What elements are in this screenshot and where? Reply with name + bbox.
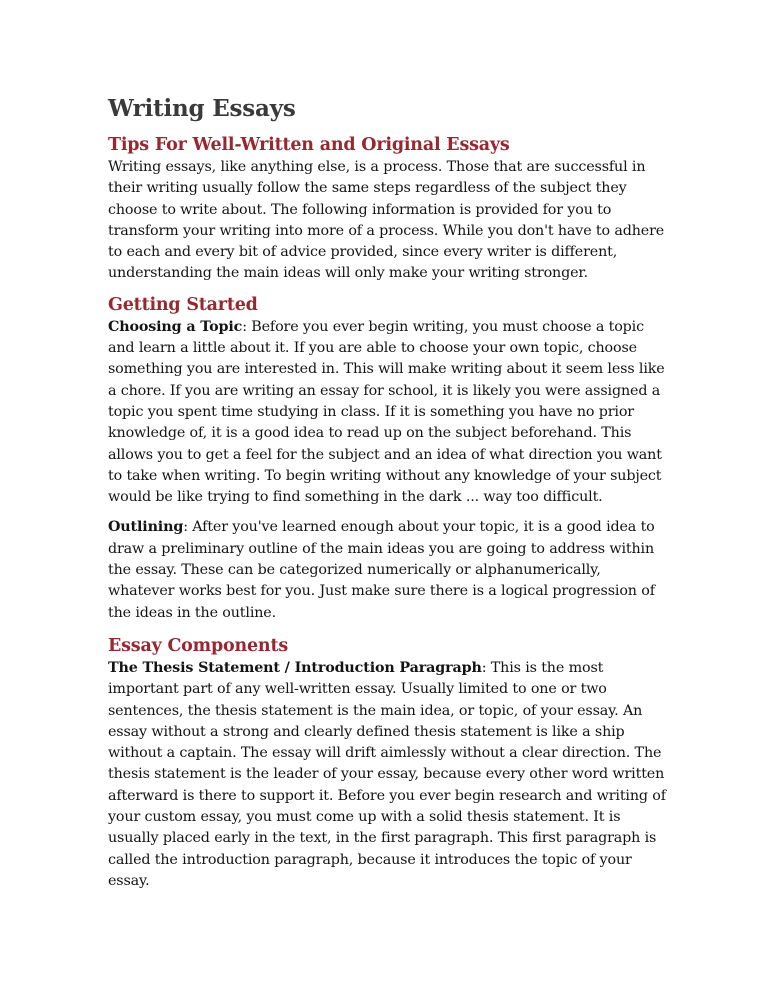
- thesis-statement-paragraph: [108, 658, 668, 892]
- paragraph-term: The Thesis Statement / Introduction Paragraph: [108, 659, 482, 676]
- outlining-paragraph: [108, 517, 668, 623]
- paragraph-term: Choosing a Topic: [108, 318, 243, 335]
- paragraph-text: : This is the most important part of any well-written essay. Usually limited to one or two sentences, the thesis statement is the main idea, or topic, of your essay. An essay without a strong and clearly defined thesis statement is like a ship without a captain. The essay will drift aimlessly without a clear direction. The thesis statement is the leader of your essay, because every other word written afterward is there to support it. Before you ever begin research and writing of your custom essay, you must come up with a solid thesis statement. It is usually placed early in the text, in the first paragraph. This first paragraph is called the introduction paragraph, because it introduces the topic of your essay.: [108, 659, 666, 889]
- choosing-topic-paragraph: [108, 317, 668, 509]
- section-heading-getting-started: Getting Started: [108, 294, 258, 315]
- paragraph-term: Outlining: [108, 519, 184, 536]
- paragraph-text: : After you've learned enough about your topic, it is a good idea to draw a preliminary outline of the main ideas you are going to address within the essay. These can be categorized numerically or alphanumerically, whatever works best for you. Just make sure there is a logical progression of the ideas in the outline.: [108, 519, 655, 621]
- document-title: Writing Essays: [108, 95, 296, 122]
- document-page: [108, 94, 668, 892]
- section-heading-essay-components: Essay Components: [108, 635, 288, 656]
- intro-paragraph: [108, 157, 668, 285]
- paragraph-text: : Before you ever begin writing, you must choose a topic and learn a little about it. If you are able to choose your own topic, choose something you are interested in. This will make writing about it seem less like a chore. If you are writing an essay for school, it is likely you were assigned a topic you spent time studying in class. If it is something you have no prior knowledge of, it is a good idea to read up on the subject beforehand. This allows you to get a feel for the subject and an idea of what direction you want to take when writing. To begin writing without any knowledge of your subject would be like trying to find something in the dark ... way too difficult.: [108, 318, 665, 506]
- paragraph-text: Writing essays, like anything else, is a process. Those that are successful in their writing usually follow the same steps regardless of the subject they choose to write about. The following information is provided for you to transform your writing into more of a process. While you don't have to adhere to each and every bit of advice provided, since every writer is different, understanding the main ideas will only make your writing stronger.: [108, 159, 665, 282]
- section-heading-tips: Tips For Well-Written and Original Essays: [108, 135, 510, 155]
